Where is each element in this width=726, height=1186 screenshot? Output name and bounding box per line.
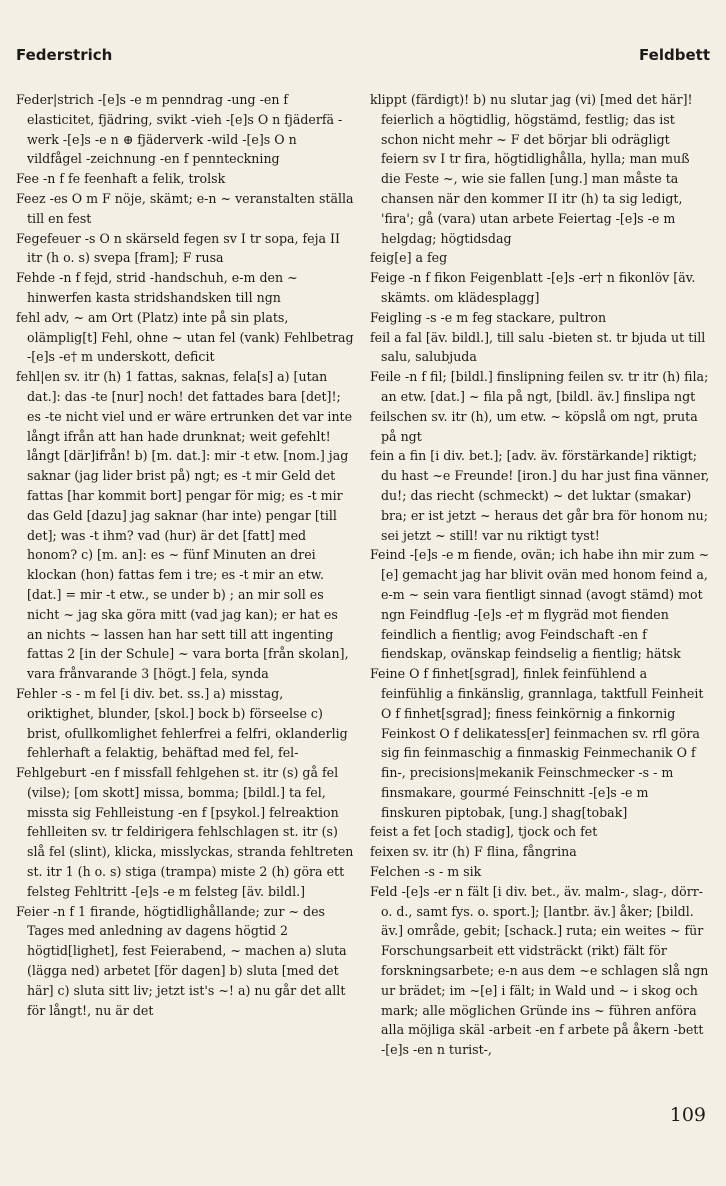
right-column — [370, 90, 710, 1060]
header-left-word: Federstrich — [16, 46, 113, 64]
entry: Feder|strich -[e]s -e m penndrag -ung -en f elasticitet, fjädring, svikt -vieh -[e]s O n fjäderfä -werk -[e]s -e n ⊕ fjäderverk -wild -[e]s O n vildfågel -zeichnung -en f pennteckning — [16, 92, 343, 167]
running-header — [0, 44, 726, 70]
entry: Feez -es O m F nöje, skämt; e-n ~ veranstalten ställa till en fest — [16, 190, 354, 226]
entry: Feier -n f 1 firande, högtidlighållande; zur ~ des Tages med anledning av dagens högtid 2 högtid[lighet], fest Feierabend, ~ machen a) sluta (lägga ned) arbetet [för dagen] b) sluta [med det här] c) sluta sitt liv; jetzt ist's ~! a) nu går det allt för långt!, nu är det — [16, 903, 347, 1018]
left-column — [16, 90, 354, 1020]
page-number: 109 — [669, 1104, 706, 1126]
entry: klippt (färdigt)! b) nu slutar jag (vi) [med det här]! feierlich a högtidlig, högstämd, festlig; das ist schon nicht mehr ~ F det börjar bli odrägligt feiern sv I tr fira, högtidlighålla, hylla; man muß die Feste ~, wie sie fallen [ung.] man måste ta chansen när den kommer II itr (h) ta sig ledigt, 'fira'; gå (vara) utan arbete Feiertag -[e]s -e m helgdag; högtidsdag — [370, 92, 693, 246]
entry: feist a fet [och stadig], tjock och fet — [370, 824, 598, 840]
entry: Feind -[e]s -e m fiende, ovän; ich habe ihn mir zum ~[e] gemacht jag har blivit ovän med honom feind a, e-m ~ sein vara fientligt sinnad (avogt stämd) mot ngn Feindflug -[e]s -e† m flygräd mot fienden feindlich a fientlig; avog Feindschaft -en f fiendskap, ovänskap feindselig a fientlig; hätsk — [370, 547, 710, 662]
entry: fehl adv, ~ am Ort (Platz) inte på sin plats, olämplig[t] Fehl, ohne ~ utan fel (vank) Fehlbetrag -[e]s -e† m underskott, deficit — [16, 309, 354, 365]
entry: Fehde -n f fejd, strid -handschuh, e-m den ~ hinwerfen kasta stridshandsken till ngn — [16, 270, 298, 305]
entry: fein a fin [i div. bet.]; [adv. äv. förstärkande] riktigt; du hast ~e Freunde! [iron.] du har just fina vänner, du!; das riecht (schmeckt) ~ det luktar (smakar) bra; er ist jetzt ~ heraus det går bra för honom nu; sei jetzt ~ still! var nu riktigt tyst! — [370, 448, 710, 543]
entry: Feile -n f fil; [bildl.] finslipning feilen sv. tr itr (h) fila; an etw. [dat.] ~ fila på ngt, [bildl. äv.] finslipa ngt — [370, 369, 709, 404]
entry: fehl|en sv. itr (h) 1 fattas, saknas, fela[s] a) [utan dat.]: das -te [nur] noch! det fattades bara [det]!; es -te nicht viel und er wäre ertrunken det var inte långt ifrån att han hade drunknat; weit gefehlt! långt [där]ifrån! b) [m. dat.]: mir -t etw. [nom.] jag saknar (jag lider brist på) ngt; es -t mir Geld det fattas [har kommit bort] pengar för mig; es -t mir das Geld [dazu] jag saknar (har inte) pengar [till det]; was -t ihm? vad (hur) är det [fatt] med honom? c) [m. an]: es ~ fünf Minuten an drei klockan (hon) fattas fem i tre; es -t mir an etw. [dat.] = mir -t etw., se under b) ; an mir soll es nicht ~ jag ska göra mitt (vad jag kan); er hat es an nichts ~ lassen han har sett till att ingenting fattas 2 [in der Schule] ~ vara borta [från skolan], vara frånvarande 3 [högt.] fela, synda — [16, 369, 353, 682]
entry: feixen sv. itr (h) F flina, fångrina — [370, 844, 577, 860]
entry: feilschen sv. itr (h), um etw. ~ köpslå om ngt, pruta på ngt — [370, 408, 698, 444]
entry: Fehlgeburt -en f missfall fehlgehen st. itr (s) gå fel (vilse); [om skott] missa, bomma; [bildl.] ta fel, missta sig Fehlleistung -en f [psykol.] felreaktion fehlleiten sv. tr feldirigera fehlschlagen st. itr (s) slå fel (slint), klicka, misslyckas, stranda fehltreten st. itr 1 (h o. s) stiga (trampa) miste 2 (h) göra ett felsteg Fehltritt -[e]s -e m felsteg [äv. bildl.] — [16, 765, 354, 899]
entry: Fehler -s - m fel [i div. bet. ss.] a) misstag, oriktighet, blunder, [skol.] bock b) förseelse c) brist, ofullkomlighet fehlerfrei a felfri, oklanderlig fehlerhaft a felaktig, behäftad med fel, fel- — [16, 685, 348, 761]
entry: Feld -[e]s -er n fält [i div. bet., äv. malm-, slag-, dörr- o. d., samt fys. o. sport.]; [lantbr. äv.] åker; [bildl. äv.] område, gebit; [schack.] ruta; ein weites ~ für Forschungsarbeit ett vidsträckt (rikt) fält för forskningsarbete; e-n aus dem ~e schlagen slå ngn ur brädet; im ~[e] i fält; in Wald und ~ i skog och mark; alle möglichen Gründe ins ~ führen anföra alla möjliga skäl -arbeit -en f arbete på åkern -bett -[e]s -en n turist-, — [370, 883, 709, 1058]
entry: Feige -n f fikon Feigenblatt -[e]s -er† n fikonlöv [äv. skämts. om klädesplagg] — [370, 270, 696, 305]
entry: Fee -n f fe feenhaft a felik, trolsk — [16, 171, 226, 187]
entry: feig[e] a feg — [370, 250, 448, 266]
header-right-word: Feldbett — [639, 46, 710, 64]
entry: Fegefeuer -s O n skärseld fegen sv I tr sopa, feja II itr (h o. s) svepa [fram]; F rusa — [16, 230, 340, 266]
entry: Feigling -s -e m feg stackare, pultron — [370, 309, 607, 325]
entry: Feine O f finhet[sgrad], finlek feinfühlend a feinfühlig a finkänslig, grannlaga, taktfull Feinheit O f finhet[sgrad]; finess feinkörnig a finkornig Feinkost O f delikatess[er] feinmachen sv. rfl göra sig fin feinmaschig a finmaskig Feinmechanik O f fin-, precisions|mekanik Feinschmecker -s - m finsmakare, gourmé Feinschnitt -[e]s -e m finskuren piptobak, [ung.] shag[tobak] — [370, 666, 704, 820]
entry: feil a fal [äv. bildl.], till salu -bieten st. tr bjuda ut till salu, salubjuda — [370, 329, 706, 365]
entry: Felchen -s - m sik — [370, 864, 482, 880]
